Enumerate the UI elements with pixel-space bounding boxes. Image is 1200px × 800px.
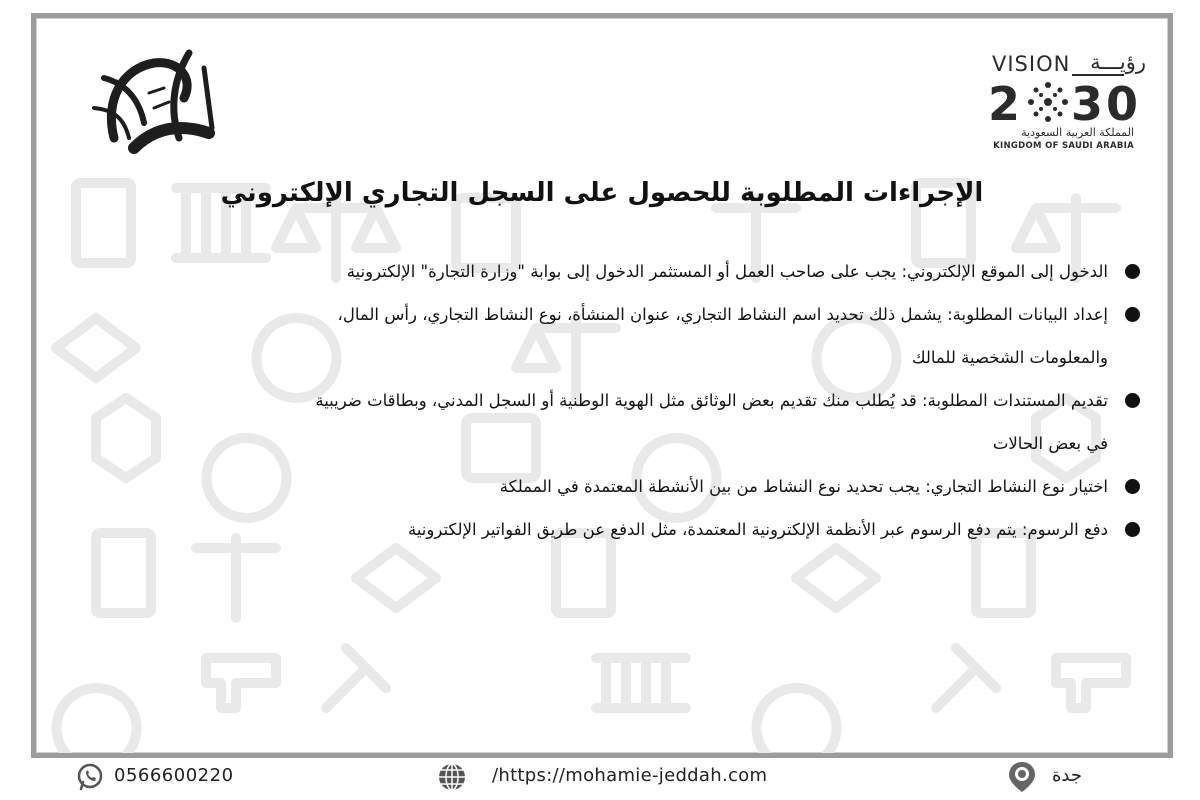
list-item	[58, 379, 1148, 465]
list-item	[58, 465, 1148, 508]
vision-logo-header	[992, 50, 1152, 80]
list-item-text: الدخول إلى الموقع الإلكتروني: يجب على صاحب العمل أو المستثمر الدخول إلى بوابة "وزارة التجارة" الإلكترونية	[346, 262, 1108, 281]
procedures-list	[58, 250, 1148, 551]
vision-emblem-icon	[1028, 82, 1068, 122]
bullet-icon	[1125, 393, 1140, 408]
city-label: جدة	[1052, 765, 1083, 786]
page-title: الإجراءات المطلوبة للحصول على السجل التجاري الإلكتروني	[220, 178, 984, 208]
content-frame	[31, 13, 1173, 758]
bullet-icon	[1125, 479, 1140, 494]
list-item-text-continued: في بعض الحالات	[992, 434, 1108, 453]
vision-digit-3: 3	[1071, 78, 1104, 126]
list-item	[58, 508, 1148, 551]
vision-arabic-word: رؤيـــة	[1090, 50, 1146, 74]
vision-digit-2: 2	[988, 78, 1021, 126]
courthouse-icon-2	[596, 658, 686, 708]
kingdom-english: KINGDOM OF SAUDI ARABIA	[993, 141, 1134, 151]
gavel-icon-2	[936, 648, 996, 708]
website-link[interactable]: /https://mohamie-jeddah.com	[492, 765, 768, 786]
bullet-icon	[1125, 522, 1140, 537]
vision-2030-digits	[988, 78, 1152, 126]
globe-icon[interactable]	[437, 762, 467, 792]
gavel-icon	[326, 648, 386, 708]
cap-icon-2	[356, 548, 436, 608]
location-pin-icon[interactable]	[1006, 760, 1038, 794]
list-item	[58, 293, 1148, 379]
vision-underline	[1072, 74, 1124, 76]
whatsapp-icon[interactable]	[75, 762, 105, 792]
phone-number[interactable]: 0566600220	[114, 765, 234, 786]
gun-icon	[206, 658, 276, 708]
list-item-text: اختيار نوع النشاط التجاري: يجب تحديد نوع النشاط من بين الأنشطة المعتمدة في المملكة	[499, 477, 1108, 496]
bullet-icon	[1125, 264, 1140, 279]
list-item-text: تقديم المستندات المطلوبة: قد يُطلب منك تقديم بعض الوثائق مثل الهوية الوطنية أو السجل المدني، وبطاقات ضريبية	[315, 391, 1108, 410]
kingdom-arabic: المملكة العربية السعودية	[1021, 126, 1134, 139]
cap-icon-3	[796, 548, 876, 608]
list-item-text: إعداد البيانات المطلوبة: يشمل ذلك تحديد اسم النشاط التجاري، عنوان المنشأة، نوع النشاط التجاري، رأس المال،	[337, 305, 1108, 324]
list-item	[58, 250, 1148, 293]
bullet-icon	[1125, 307, 1140, 322]
gun-icon-2	[1056, 658, 1126, 708]
list-item-text: دفع الرسوم: يتم دفع الرسوم عبر الأنظمة الإلكترونية المعتمدة، مثل الدفع عن طريق الفواتير الإلكترونية	[407, 520, 1108, 539]
calligraphy-logo	[84, 38, 224, 158]
vision-digit-0: 0	[1106, 78, 1139, 126]
fingerprint-icon-4	[757, 688, 837, 753]
footer-bar	[0, 760, 1200, 800]
fingerprint-icon-3	[57, 688, 137, 753]
vision-2030-logo	[986, 46, 1156, 156]
vision-word: VISION	[992, 52, 1071, 76]
list-item-text-continued: والمعلومات الشخصية للمالك	[911, 348, 1108, 367]
